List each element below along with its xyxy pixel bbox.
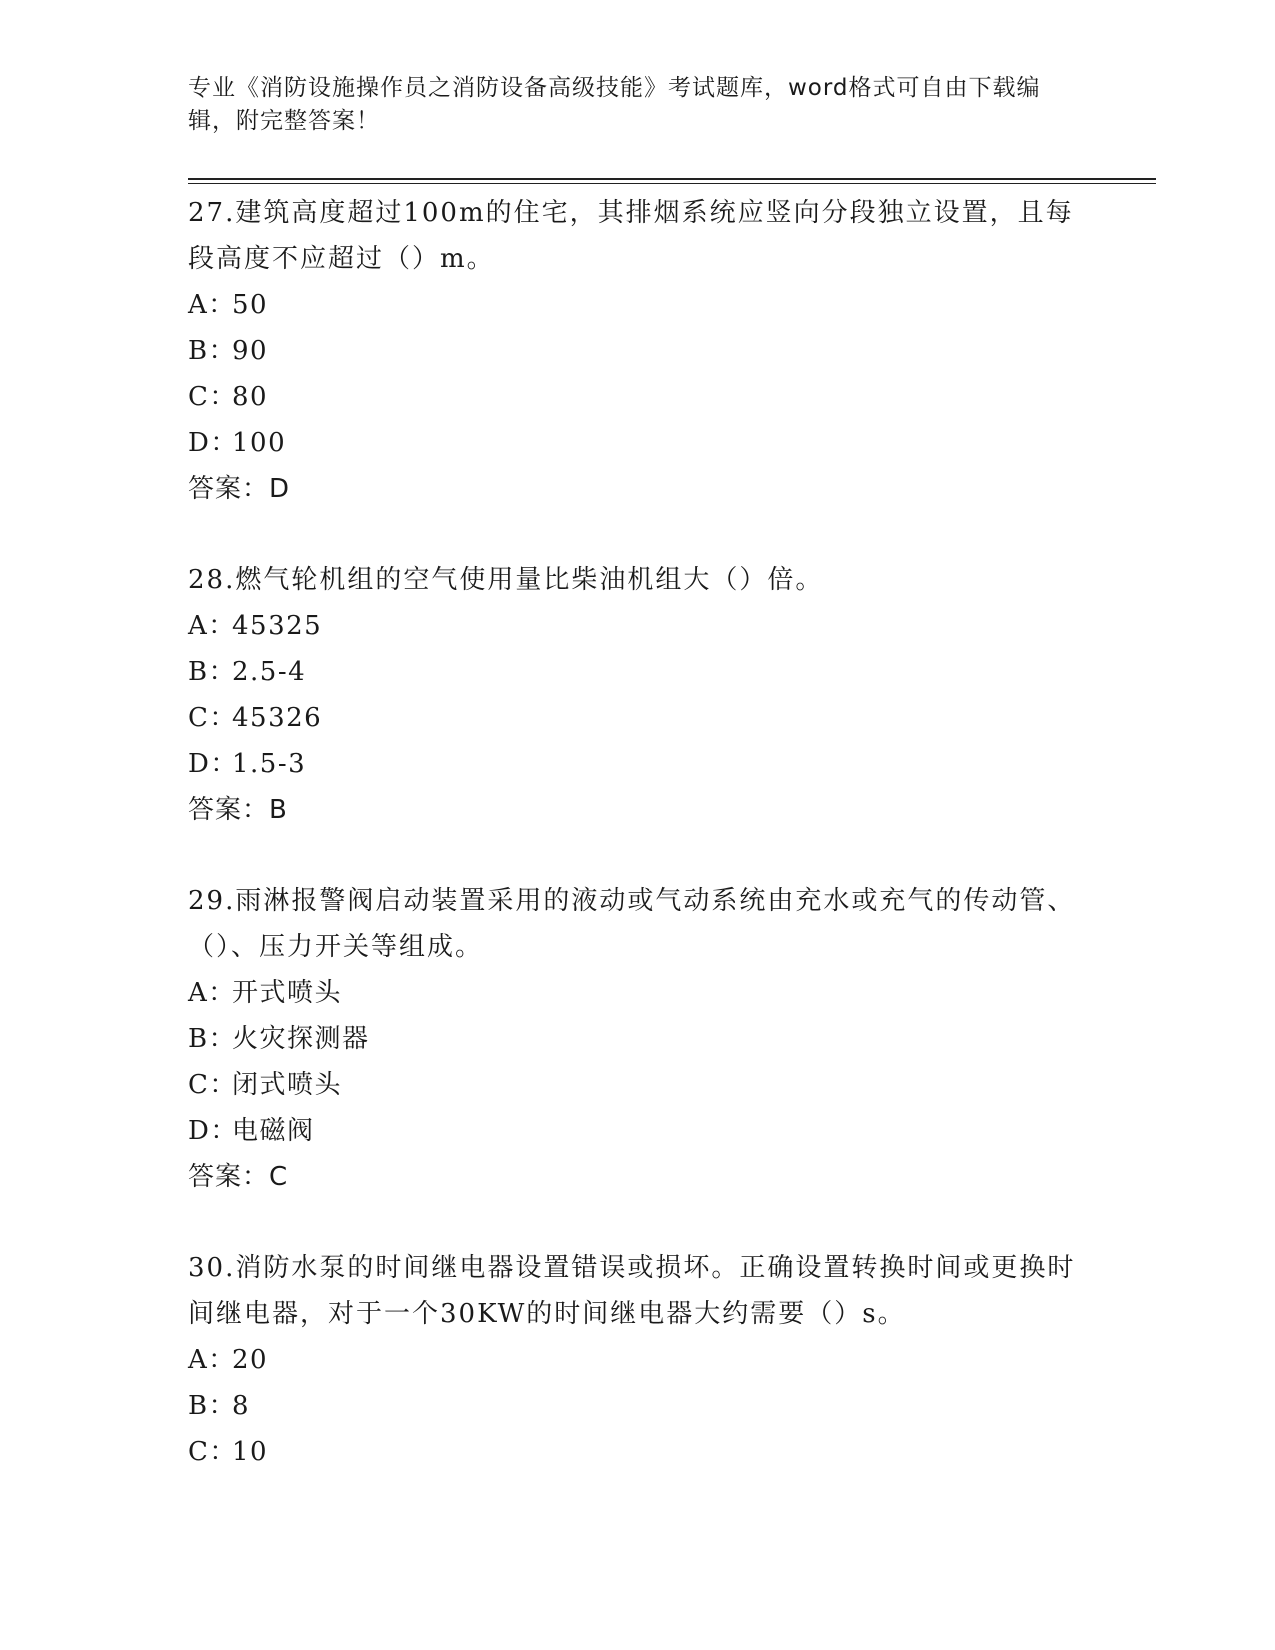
option-key: A： [188, 1345, 236, 1375]
option-key: A： [188, 978, 236, 1008]
option-key: D： [188, 749, 238, 779]
option-b [188, 1016, 1088, 1062]
question-text: 29.雨淋报警阀启动装置采用的液动或气动系统由充水或充气的传动管、（）、压力开关等组成。 [188, 886, 1076, 962]
option-b [188, 1383, 1088, 1429]
option-b [188, 649, 1088, 695]
question-27 [188, 190, 1088, 512]
option-value: 90 [232, 336, 269, 366]
option-key: A： [188, 611, 236, 641]
option-value: 100 [232, 428, 287, 458]
header-rule-bottom [188, 183, 1156, 184]
option-key: C： [188, 382, 237, 412]
option-value: 2.5-4 [232, 657, 307, 687]
option-a [188, 1337, 1088, 1383]
option-d [188, 420, 1088, 466]
question-text: 30.消防水泵的时间继电器设置错误或损坏。正确设置转换时间或更换时间继电器，对于一个30KW的时间继电器大约需要（）s。 [188, 1253, 1076, 1329]
option-key: C： [188, 1437, 237, 1467]
option-a [188, 970, 1088, 1016]
question-text: 27.建筑高度超过100m的住宅，其排烟系统应竖向分段独立设置，且每段高度不应超过（）m。 [188, 198, 1074, 274]
answer-line: 答案：D [188, 474, 291, 504]
question-list [188, 190, 1088, 1520]
option-value: 开式喷头 [232, 978, 343, 1008]
answer-line: 答案：C [188, 1162, 289, 1192]
option-a [188, 282, 1088, 328]
option-key: A： [188, 290, 236, 320]
question-29 [188, 878, 1088, 1200]
question-30 [188, 1245, 1088, 1475]
option-key: C： [188, 1070, 237, 1100]
option-value: 闭式喷头 [232, 1070, 343, 1100]
option-c [188, 1429, 1088, 1475]
option-d [188, 741, 1088, 787]
option-value: 1.5-3 [232, 749, 307, 779]
option-key: D： [188, 1116, 238, 1146]
question-text: 28.燃气轮机组的空气使用量比柴油机组大（）倍。 [188, 565, 824, 595]
option-value: 45326 [232, 703, 323, 733]
answer-line: 答案：B [188, 795, 288, 825]
option-value: 火灾探测器 [232, 1024, 370, 1054]
option-key: D： [188, 428, 238, 458]
option-key: B： [188, 1391, 237, 1421]
option-value: 10 [232, 1437, 269, 1467]
option-value: 电磁阀 [232, 1116, 315, 1146]
option-value: 20 [232, 1345, 269, 1375]
option-key: B： [188, 336, 237, 366]
page-header: 专业《消防设施操作员之消防设备高级技能》考试题库，word格式可自由下载编辑，附完整答案！ [188, 75, 1041, 134]
option-c [188, 374, 1088, 420]
option-b [188, 328, 1088, 374]
option-value: 80 [232, 382, 269, 412]
option-value: 50 [232, 290, 269, 320]
option-value: 8 [232, 1391, 251, 1421]
option-key: B： [188, 657, 237, 687]
question-28 [188, 557, 1088, 833]
option-key: B： [188, 1024, 237, 1054]
option-c [188, 695, 1088, 741]
option-c [188, 1062, 1088, 1108]
option-value: 45325 [232, 611, 323, 641]
option-a [188, 603, 1088, 649]
header-rule-top [188, 178, 1156, 180]
option-key: C： [188, 703, 237, 733]
option-d [188, 1108, 1088, 1154]
